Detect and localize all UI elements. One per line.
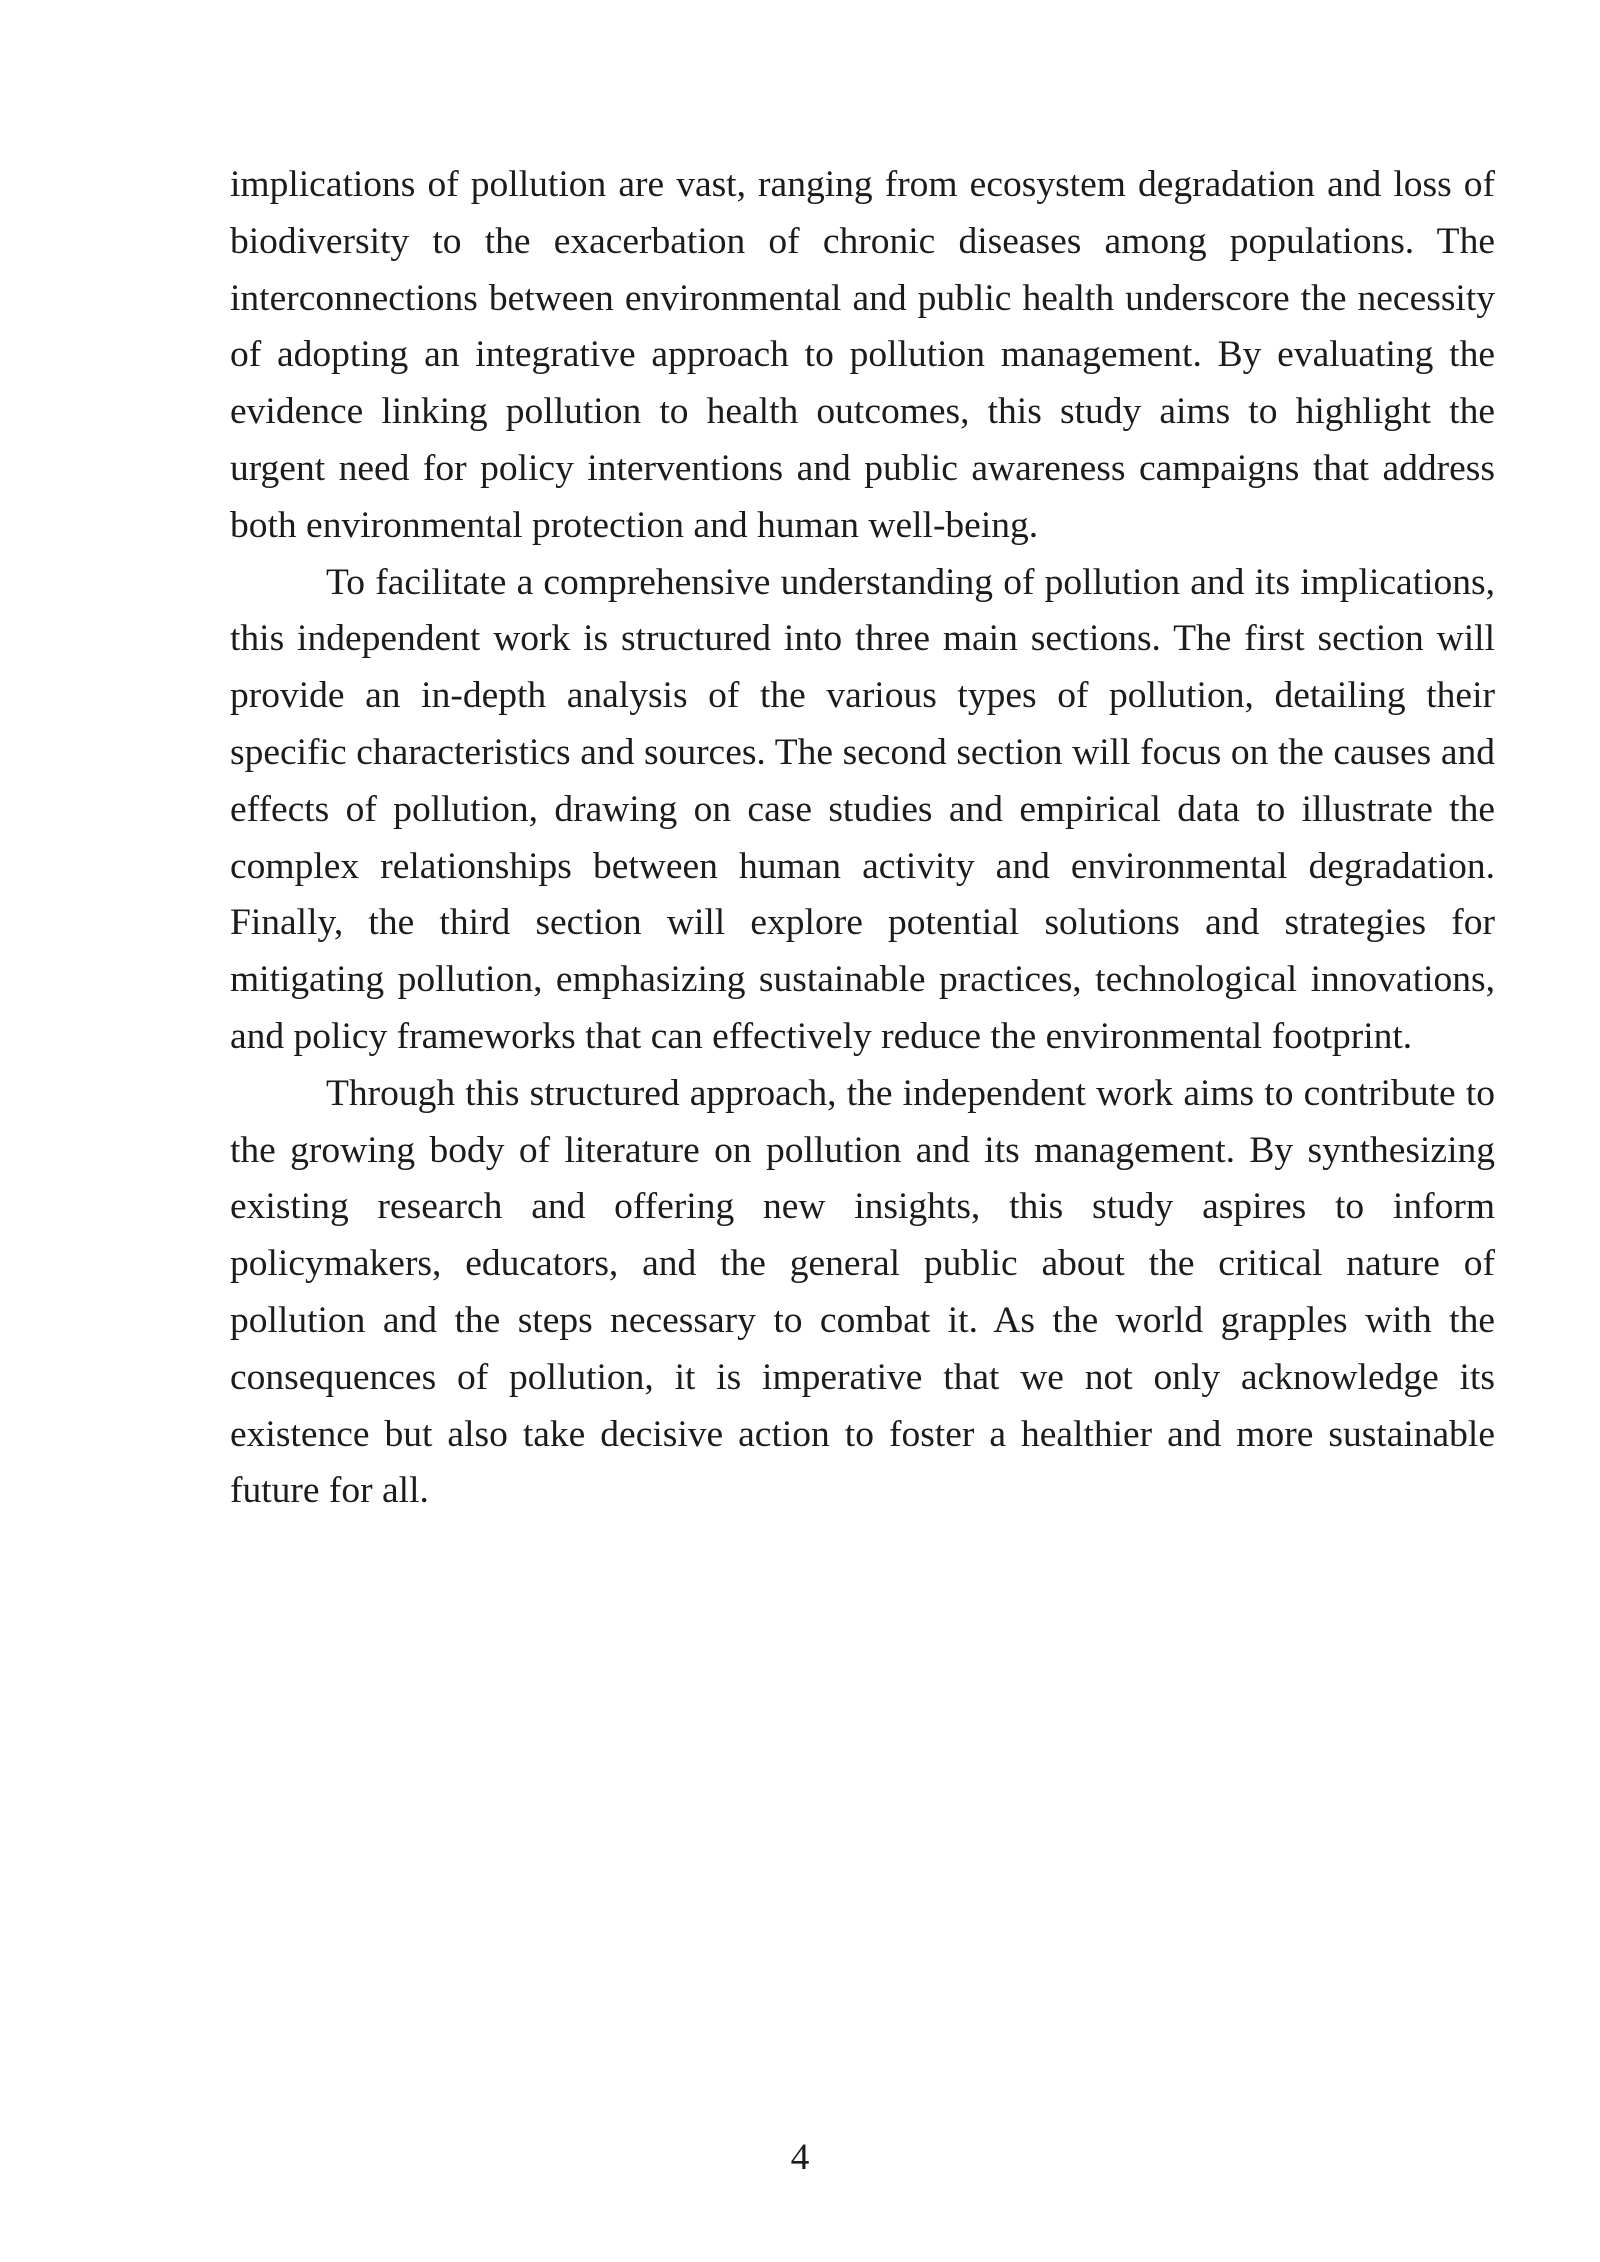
paragraph-conclusion: Through this structured approach, the independent work aims to contribute to the growing body of literature on pollution and its management. By synthesizing existing research and offering new insights, this study aspires to inform policymakers, educators, and the general public about the critical nature of pollution and the steps necessary to combat it. As the world grapples with the consequences of pollution, it is imperative that we not only acknowledge its existence but also take decisive action to foster a healthier and more sustainable future for all. <box>230 1072 1495 1512</box>
body-text <box>230 157 1495 1520</box>
paragraph-structure: To facilitate a comprehensive understanding of pollution and its implications, this independent work is structured into three main sections. The first section will provide an in-depth analysis of the various types of pollution, detailing their specific characteristics and sources. The second section will focus on the causes and effects of pollution, drawing on case studies and empirical data to illustrate the complex relationships between human activity and environmental degradation. Finally, the third section will explore potential solutions and strategies for mitigating pollution, emphasizing sustainable practices, technological innovations, and policy frameworks that can effectively reduce the environmental footprint. <box>230 561 1495 1057</box>
paragraph-continuation: implications of pollution are vast, ranging from ecosystem degradation and loss of biodiversity to the exacerbation of chronic diseases among populations. The interconnections between environmental and public health underscore the necessity of adopting an integrative approach to pollution management. By evaluating the evidence linking pollution to health outcomes, this study aims to highlight the urgent need for policy interventions and public awareness campaigns that address both environmental protection and human well-being. <box>230 164 1495 546</box>
page-number: 4 <box>790 2137 810 2178</box>
